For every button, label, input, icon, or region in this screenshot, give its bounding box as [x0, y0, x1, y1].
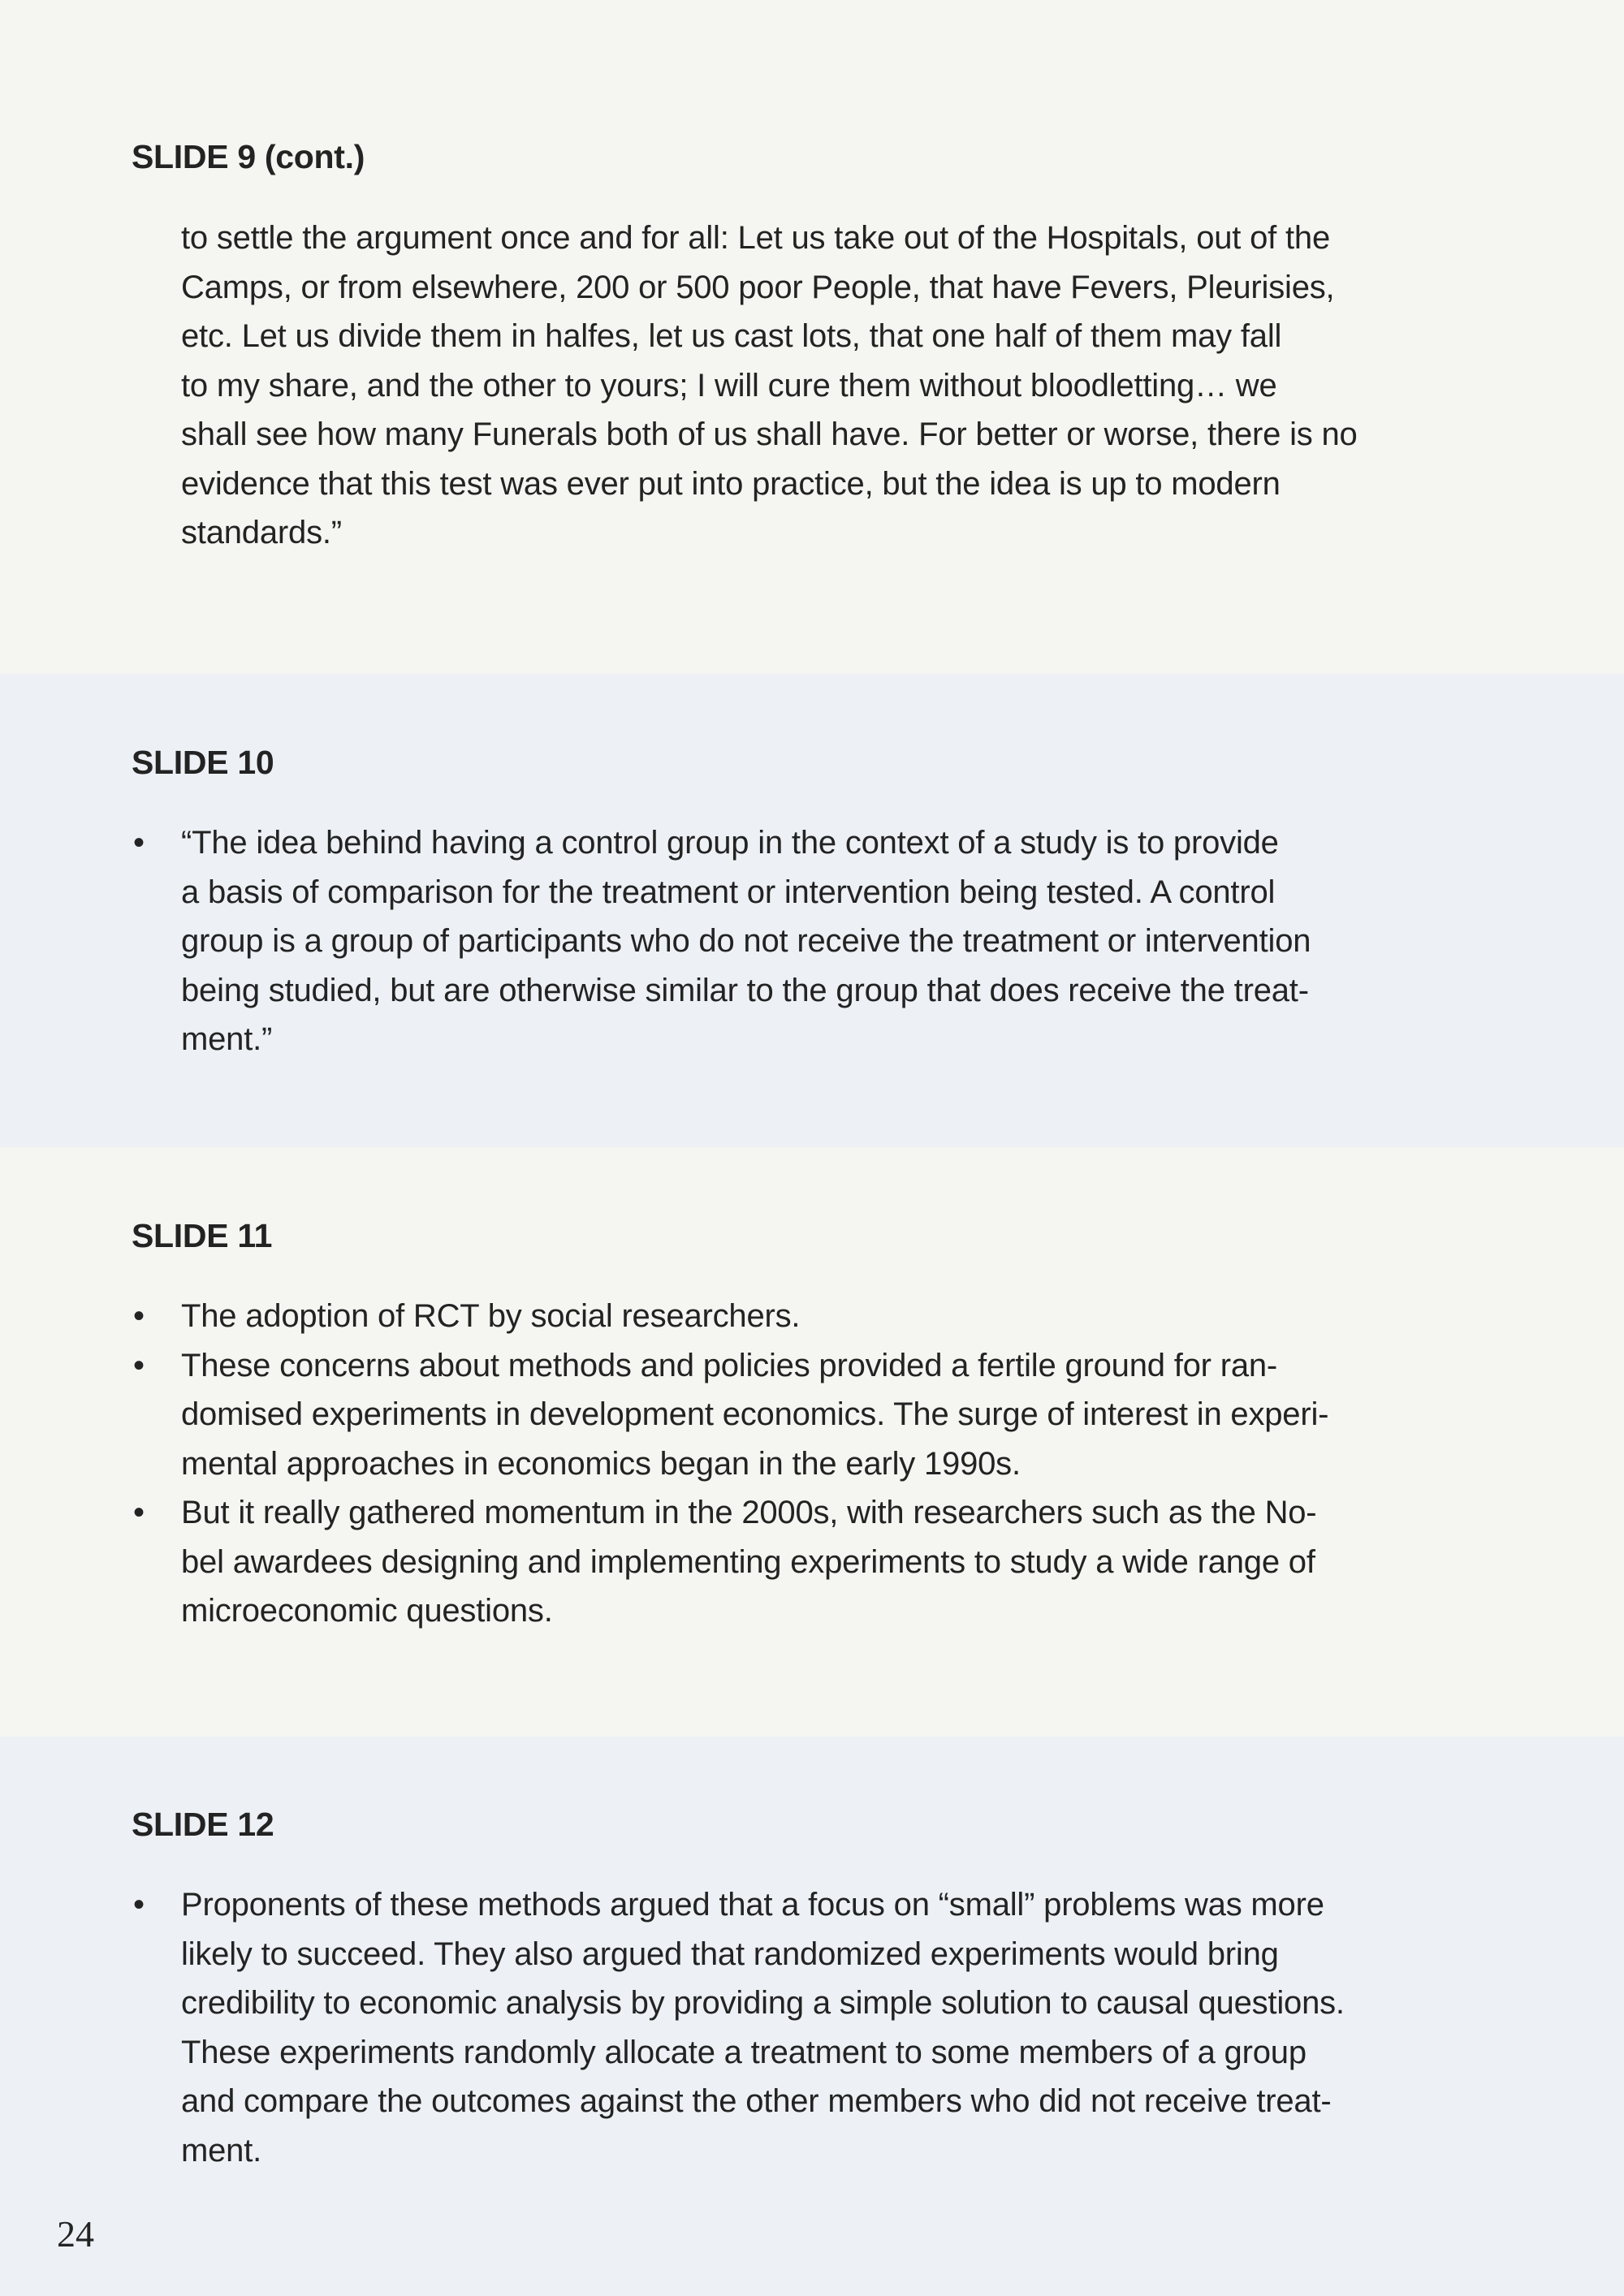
- slide-12-bullet-list: [132, 1880, 1431, 2175]
- paragraph-line: Camps, or from elsewhere, 200 or 500 poor People, that have Fevers, Pleurisies,: [181, 269, 1335, 305]
- slide-11-bullet-list: [132, 1292, 1431, 1636]
- slide-12-heading: SLIDE 12: [132, 1806, 274, 1843]
- list-item: [132, 1341, 1431, 1489]
- slide-12-content: [132, 1880, 1431, 2175]
- paragraph-line: shall see how many Funerals both of us shall have. For better or worse, there is no: [181, 416, 1358, 452]
- bullet-icon: •: [133, 1298, 145, 1334]
- paragraph-line: evidence that this test was ever put into practice, but the idea is up to modern: [181, 465, 1281, 502]
- bullet-line: microeconomic questions.: [181, 1593, 553, 1629]
- slide-11-heading: SLIDE 11: [132, 1217, 273, 1254]
- bullet-line: But it really gathered momentum in the 2000s, with researchers such as the No-: [181, 1495, 1317, 1530]
- slide-10-content: [132, 818, 1431, 1064]
- slide-11-content: [132, 1292, 1431, 1636]
- bullet-line: credibility to economic analysis by providing a simple solution to causal questions.: [181, 1985, 1345, 2021]
- list-item: [132, 1880, 1431, 2175]
- slide-10-bullet-list: [132, 818, 1431, 1064]
- bullet-line: These concerns about methods and policies provided a fertile ground for ran-: [181, 1347, 1278, 1383]
- list-item: [132, 1488, 1431, 1636]
- slide-9-section: [0, 0, 1624, 674]
- bullet-line: mental approaches in economics began in the early 1990s.: [181, 1445, 1021, 1482]
- bullet-line: ment.: [181, 2132, 262, 2169]
- bullet-line: and compare the outcomes against the other members who did not receive treat-: [181, 2083, 1332, 2119]
- paragraph-line: etc. Let us divide them in halfes, let us cast lots, that one half of them may fall: [181, 318, 1282, 354]
- list-item: [132, 1292, 1431, 1341]
- slide-10-heading: SLIDE 10: [132, 744, 274, 781]
- bullet-line: being studied, but are otherwise similar to the group that does receive the treat-: [181, 972, 1309, 1008]
- bullet-line: ment.”: [181, 1021, 273, 1057]
- bullet-line: Proponents of these methods argued that a focus on “small” problems was more: [181, 1887, 1324, 1923]
- bullet-icon: •: [133, 825, 145, 861]
- paragraph-line: to settle the argument once and for all: Let us take out of the Hospitals, out of the: [181, 220, 1330, 256]
- slide-10-section: [0, 674, 1624, 1147]
- bullet-line: a basis of comparison for the treatment or intervention being tested. A control: [181, 874, 1276, 910]
- bullet-icon: •: [133, 1887, 145, 1923]
- bullet-line: These experiments randomly allocate a treatment to some members of a group: [181, 2034, 1307, 2070]
- bullet-line: likely to succeed. They also argued that randomized experiments would bring: [181, 1936, 1279, 1972]
- bullet-icon: •: [133, 1495, 145, 1530]
- paragraph-line: to my share, and the other to yours; I will cure them without bloodletting… we: [181, 367, 1277, 404]
- slide-9-paragraph: [132, 214, 1431, 558]
- page-number: 24: [57, 2213, 94, 2255]
- bullet-line: domised experiments in development economics. The surge of interest in experi-: [181, 1396, 1329, 1432]
- bullet-line: “The idea behind having a control group in the context of a study is to provide: [181, 825, 1279, 861]
- bullet-line: group is a group of participants who do not receive the treatment or intervention: [181, 923, 1311, 959]
- slide-9-heading: SLIDE 9 (cont.): [132, 138, 365, 175]
- list-item: [132, 818, 1431, 1064]
- bullet-icon: •: [133, 1347, 145, 1383]
- slide-12-section: [0, 1737, 1624, 2296]
- paragraph-line: standards.”: [181, 515, 342, 550]
- bullet-line: The adoption of RCT by social researchers.: [181, 1298, 801, 1334]
- slide-11-section: [0, 1147, 1624, 1737]
- bullet-line: bel awardees designing and implementing experiments to study a wide range of: [181, 1543, 1315, 1580]
- slide-9-content: [132, 214, 1431, 558]
